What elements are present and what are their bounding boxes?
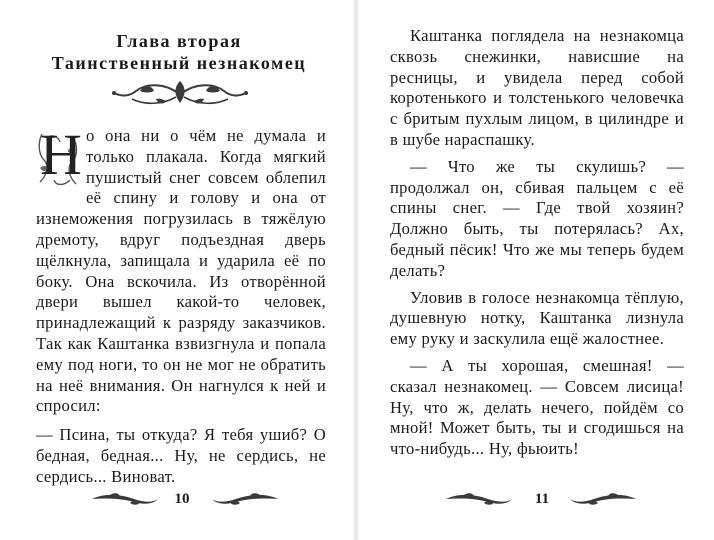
paragraph: Уловив в голосе незнакомца тёплую, душевную нотку, Каштанка лизнула ему руку и заскулила ещё жалостнее. xyxy=(390,287,684,349)
paragraph: Каштанка поглядела на незнакомца сквозь снежинки, нависшие на ресницы, и увидела перед собой коротенького и толстенького человечка с бритым пухлым лицом, в цилиндре и в шубе нараспашку. xyxy=(390,26,684,149)
paragraph: — А ты хорошая, смешная! — сказал незнакомец. — Совсем лисица! Ну, что ж, делать нечего, пойдём со мной! Может быть, ты и сгодишься на что-нибудь... Ну, фьюить! xyxy=(390,355,684,459)
chapter-title: Таинственный незнакомец xyxy=(51,53,307,73)
page-flourish-icon xyxy=(444,492,514,506)
page-number: 10 xyxy=(174,491,190,507)
chapter-heading xyxy=(36,30,322,74)
chapter-number: Глава вторая xyxy=(116,31,242,51)
page-footer xyxy=(444,490,634,510)
right-page-text xyxy=(390,26,684,460)
page-number: 11 xyxy=(534,491,550,507)
left-page xyxy=(0,0,356,540)
right-page xyxy=(358,0,714,540)
page-footer xyxy=(90,490,280,510)
drop-cap xyxy=(36,122,83,190)
page-flourish-icon xyxy=(568,492,638,506)
paragraph: — Псина, ты откуда? Я тебя ушиб? О бедная, бедная... Ну, не сердись, не сердись... Виноват. xyxy=(36,425,326,486)
paragraph: о она ни о чём не думала и только плакала. Когда мягкий пушистый снег совсем облепил её спину и голову и она от изнеможения погрузилась в тяжёлую дремоту, вдруг подъездная дверь щёлкнула, запищала и ударила её по боку. Она вскочила. Из отворённой двери вышел какой-то человек, принадлежащий к разряду заказчиков. Так как Каштанка взвизгнула и попала ему под ноги, то он не мог не обратить на неё внимания. Он нагнулся к ней и спросил: xyxy=(36,126,326,416)
ornament-flourish-icon xyxy=(100,77,260,109)
page-flourish-icon xyxy=(90,492,160,506)
page-flourish-icon xyxy=(210,492,280,506)
drop-cap-letter: Н xyxy=(40,122,83,187)
paragraph: — Что же ты скулишь? — продолжал он, сбивая пальцем с её спины снег. — Где твой хозяин? Должно быть, ты потерялась? Ах, бедный пёсик! Что же мы теперь будем делать? xyxy=(390,156,684,280)
left-page-text xyxy=(36,122,326,488)
